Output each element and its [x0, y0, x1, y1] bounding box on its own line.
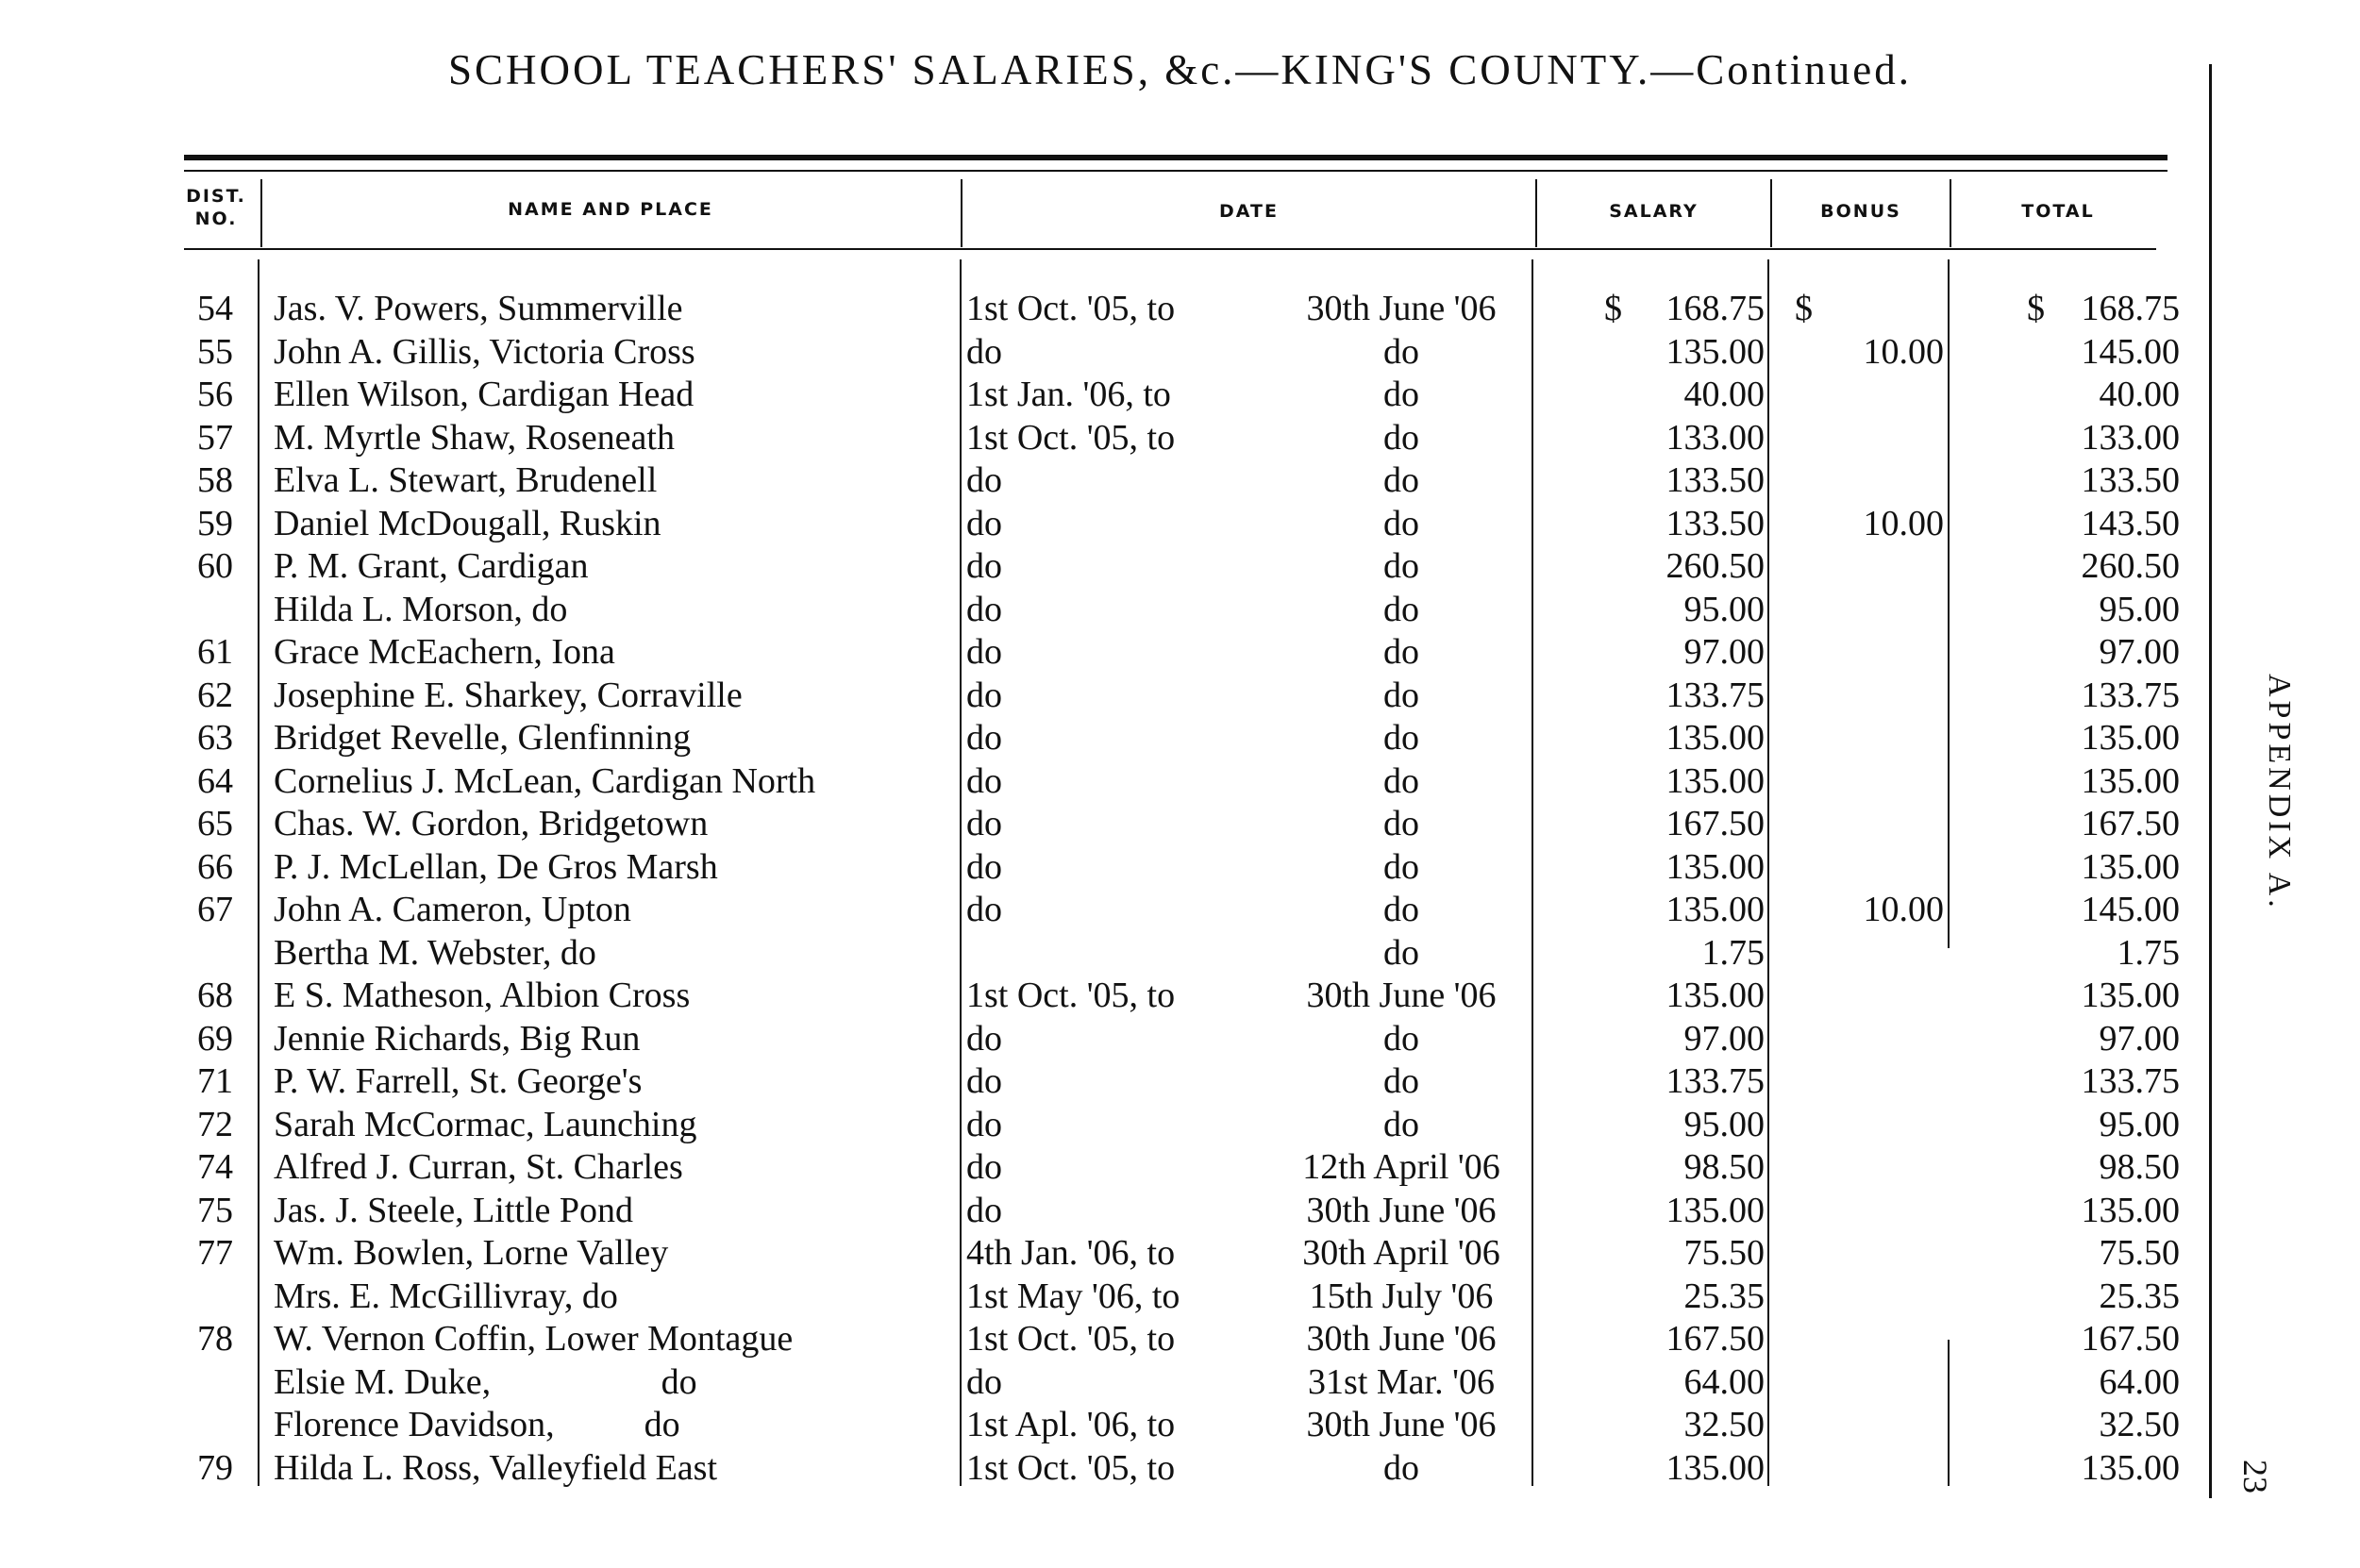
page-number: 23 — [2236, 1460, 2274, 1493]
salary-value: 98.50 — [1683, 1147, 1765, 1187]
date-from: 1st Jan. '06, to — [966, 375, 1171, 414]
salary-value: 135.00 — [1665, 760, 1765, 801]
name-and-place: Ellen Wilson, Cardigan Head — [274, 375, 695, 414]
page-title: SCHOOL TEACHERS' SALARIES, &c.—KING'S COUNTY.—Continued. — [448, 46, 1912, 93]
date-from: do — [966, 632, 1002, 672]
dist-number: 69 — [197, 1018, 233, 1059]
name-and-place: Bertha M. Webster, do — [274, 932, 596, 973]
table-row — [0, 503, 2360, 546]
table-row — [0, 288, 2360, 331]
total-value: 75.50 — [2099, 1233, 2180, 1273]
total-value: 133.75 — [2081, 1061, 2180, 1101]
salary-value: 135.00 — [1665, 1190, 1765, 1230]
total-value: 135.00 — [2081, 976, 2180, 1015]
name-and-place: Bridget Revelle, Glenfinning — [274, 718, 692, 758]
total-value: 25.35 — [2099, 1276, 2180, 1316]
dist-number: 58 — [197, 460, 233, 500]
name-and-place: Elsie M. Duke, do — [274, 1361, 697, 1402]
name-and-place: M. Myrtle Shaw, Roseneath — [274, 417, 675, 458]
date-from: do — [966, 1190, 1002, 1230]
total-value: 40.00 — [2099, 375, 2180, 414]
table-row — [0, 331, 2360, 375]
salary-value: 97.00 — [1683, 1018, 1765, 1059]
name-and-place: Florence Davidson, do — [274, 1405, 680, 1444]
date-from: do — [966, 760, 1002, 801]
dist-number: 61 — [197, 632, 233, 672]
name-and-place: Hilda L. Ross, Valleyfield East — [274, 1447, 718, 1488]
table-row — [0, 1190, 2360, 1233]
date-from: do — [966, 546, 1002, 586]
bonus-value: 10.00 — [1863, 890, 1944, 929]
dist-number: 63 — [197, 718, 233, 758]
salary-value: 167.50 — [1665, 1319, 1765, 1359]
date-from: do — [966, 804, 1002, 843]
total-value: 135.00 — [2081, 1447, 2180, 1488]
date-from: do — [966, 675, 1002, 715]
name-and-place: Elva L. Stewart, Brudenell — [274, 460, 658, 500]
table-row — [0, 545, 2360, 589]
date-to: 30th June '06 — [1306, 1190, 1497, 1230]
salary-value: 64.00 — [1683, 1361, 1765, 1402]
date-to: do — [1383, 1018, 1419, 1059]
name-and-place: Josephine E. Sharkey, Corraville — [274, 675, 743, 715]
date-from: do — [966, 589, 1002, 629]
table-row — [0, 932, 2360, 976]
date-to: do — [1383, 632, 1419, 672]
date-to: do — [1383, 804, 1419, 843]
dist-number: 59 — [197, 503, 233, 543]
total-value: 135.00 — [2081, 1190, 2180, 1230]
salary-value: 135.00 — [1665, 846, 1765, 887]
header-dist — [175, 185, 258, 230]
name-and-place: Jennie Richards, Big Run — [274, 1018, 641, 1059]
dist-number: 56 — [197, 375, 233, 414]
salary-value: 133.00 — [1665, 417, 1765, 458]
date-from: do — [966, 1147, 1002, 1187]
date-to: 30th April '06 — [1302, 1233, 1500, 1273]
date-from: do — [966, 846, 1002, 887]
name-and-place: Hilda L. Morson, do — [274, 589, 568, 629]
dist-number: 78 — [197, 1319, 233, 1359]
salary-value: 75.50 — [1683, 1233, 1765, 1273]
table-row — [0, 846, 2360, 890]
salary-value: 133.75 — [1665, 675, 1765, 715]
dist-number: 71 — [197, 1061, 233, 1101]
table-row — [0, 589, 2360, 632]
header-dist-line2: NO. — [194, 209, 238, 229]
total-value: 133.00 — [2081, 417, 2180, 458]
table-row — [0, 1318, 2360, 1361]
date-to: do — [1383, 675, 1419, 715]
date-to: 30th June '06 — [1306, 1319, 1497, 1359]
total-value: 95.00 — [2099, 589, 2180, 629]
name-and-place: E S. Matheson, Albion Cross — [274, 976, 691, 1015]
name-and-place: Cornelius J. McLean, Cardigan North — [274, 760, 816, 801]
date-from: do — [966, 1061, 1002, 1101]
total-value: 135.00 — [2081, 718, 2180, 758]
dist-number: 77 — [197, 1233, 233, 1273]
table-row — [0, 1404, 2360, 1447]
date-from: do — [966, 331, 1002, 372]
date-to: do — [1383, 846, 1419, 887]
total-value: 135.00 — [2081, 846, 2180, 887]
salary-value: 135.00 — [1665, 890, 1765, 929]
salary-value: 40.00 — [1683, 375, 1765, 414]
salary-value: 135.00 — [1665, 976, 1765, 1015]
salary-table-body — [0, 288, 2360, 1490]
total-value: 64.00 — [2099, 1361, 2180, 1402]
date-to: do — [1383, 503, 1419, 543]
name-and-place: P. W. Farrell, St. George's — [274, 1061, 643, 1101]
header-name-place: NAME AND PLACE — [508, 199, 713, 220]
salary-value: 135.00 — [1665, 718, 1765, 758]
header-rule-bottom — [184, 248, 2156, 250]
table-row — [0, 1361, 2360, 1405]
dist-number: 67 — [197, 890, 233, 929]
table-row — [0, 975, 2360, 1018]
salary-dollar-sign: $ — [1604, 289, 1622, 328]
table-row — [0, 1447, 2360, 1491]
salary-value: 168.75 — [1665, 289, 1765, 328]
date-from: do — [966, 718, 1002, 758]
dist-number: 68 — [197, 976, 233, 1015]
total-value: 145.00 — [2081, 890, 2180, 929]
table-row — [0, 1104, 2360, 1147]
salary-value: 133.50 — [1665, 503, 1765, 543]
total-value: 1.75 — [2117, 932, 2180, 973]
date-from: 1st Oct. '05, to — [966, 417, 1176, 458]
table-row — [0, 1060, 2360, 1104]
date-to: do — [1383, 589, 1419, 629]
dist-number: 75 — [197, 1190, 233, 1230]
dist-number: 57 — [197, 417, 233, 458]
date-to: do — [1383, 417, 1419, 458]
total-value: 98.50 — [2099, 1147, 2180, 1187]
date-from: do — [966, 1018, 1002, 1059]
dist-number: 66 — [197, 846, 233, 887]
salary-value: 167.50 — [1665, 804, 1765, 843]
table-row — [0, 803, 2360, 846]
header-bonus: BONUS — [1820, 201, 1901, 222]
date-from: 1st May '06, to — [966, 1276, 1180, 1316]
name-and-place: John A. Cameron, Upton — [274, 890, 631, 929]
date-to: do — [1383, 718, 1419, 758]
salary-value: 25.35 — [1683, 1276, 1765, 1316]
salary-value: 97.00 — [1683, 632, 1765, 672]
header-dist-line1: DIST. — [186, 186, 246, 207]
salary-value: 135.00 — [1665, 331, 1765, 372]
total-value: 97.00 — [2099, 1018, 2180, 1059]
bonus-dollar-sign: $ — [1795, 289, 1813, 328]
name-and-place: Alfred J. Curran, St. Charles — [274, 1147, 683, 1187]
salary-value: 133.50 — [1665, 460, 1765, 500]
total-value: 97.00 — [2099, 632, 2180, 672]
table-row — [0, 417, 2360, 460]
name-and-place: Sarah McCormac, Launching — [274, 1104, 697, 1144]
date-from: do — [966, 503, 1002, 543]
table-row — [0, 1276, 2360, 1319]
date-from: 1st Oct. '05, to — [966, 976, 1176, 1015]
total-value: 168.75 — [2081, 289, 2180, 328]
total-value: 145.00 — [2081, 331, 2180, 372]
salary-value: 133.75 — [1665, 1061, 1765, 1101]
dist-number: 79 — [197, 1447, 233, 1488]
table-row — [0, 717, 2360, 760]
header-date: DATE — [1219, 201, 1279, 222]
name-and-place: P. J. McLellan, De Gros Marsh — [274, 846, 718, 887]
total-value: 167.50 — [2081, 804, 2180, 843]
name-and-place: W. Vernon Coffin, Lower Montague — [274, 1319, 794, 1359]
date-from: do — [966, 1104, 1002, 1144]
total-dollar-sign: $ — [2027, 289, 2045, 328]
table-row — [0, 631, 2360, 675]
salary-value: 95.00 — [1683, 1104, 1765, 1144]
date-from: 1st Oct. '05, to — [966, 1447, 1176, 1488]
header-total: TOTAL — [2021, 201, 2095, 222]
header-salary: SALARY — [1609, 201, 1699, 222]
date-to: do — [1383, 546, 1419, 586]
salary-value: 32.50 — [1683, 1405, 1765, 1444]
name-and-place: John A. Gillis, Victoria Cross — [274, 331, 695, 372]
table-row — [0, 889, 2360, 932]
total-value: 143.50 — [2081, 503, 2180, 543]
header-rule-thick — [184, 155, 2168, 160]
date-to: 30th June '06 — [1306, 289, 1497, 328]
name-and-place: Chas. W. Gordon, Bridgetown — [274, 804, 709, 843]
name-and-place: Mrs. E. McGillivray, do — [274, 1276, 618, 1316]
date-to: 15th July '06 — [1309, 1276, 1494, 1316]
total-value: 260.50 — [2081, 546, 2180, 586]
date-to: do — [1383, 932, 1419, 973]
table-row — [0, 760, 2360, 804]
dist-number: 62 — [197, 675, 233, 715]
dist-number: 64 — [197, 760, 233, 801]
table-row — [0, 1018, 2360, 1061]
header-rule-thin — [184, 170, 2168, 172]
date-to: 31st Mar. '06 — [1308, 1361, 1495, 1402]
date-from: 4th Jan. '06, to — [966, 1233, 1176, 1273]
date-from: 1st Apl. '06, to — [966, 1405, 1176, 1444]
name-and-place: Wm. Bowlen, Lorne Valley — [274, 1233, 669, 1273]
name-and-place: Daniel McDougall, Ruskin — [274, 503, 661, 543]
name-and-place: Jas. J. Steele, Little Pond — [274, 1190, 634, 1230]
date-to: do — [1383, 1061, 1419, 1101]
total-value: 167.50 — [2081, 1319, 2180, 1359]
date-from: do — [966, 890, 1002, 929]
date-from: 1st Oct. '05, to — [966, 289, 1176, 328]
table-row — [0, 1232, 2360, 1276]
dist-number: 65 — [197, 804, 233, 843]
name-and-place: P. M. Grant, Cardigan — [274, 546, 589, 586]
dist-number: 60 — [197, 546, 233, 586]
total-value: 133.50 — [2081, 460, 2180, 500]
dist-number: 55 — [197, 331, 233, 372]
salary-value: 135.00 — [1665, 1447, 1765, 1488]
dist-number: 74 — [197, 1147, 233, 1187]
salary-value: 95.00 — [1683, 589, 1765, 629]
salary-value: 1.75 — [1701, 932, 1765, 973]
date-to: do — [1383, 760, 1419, 801]
date-from: do — [966, 1361, 1002, 1402]
table-row — [0, 459, 2360, 503]
date-to: do — [1383, 1447, 1419, 1488]
date-to: do — [1383, 890, 1419, 929]
date-to: 30th June '06 — [1306, 976, 1497, 1015]
salary-value: 260.50 — [1665, 546, 1765, 586]
date-to: do — [1383, 331, 1419, 372]
total-value: 133.75 — [2081, 675, 2180, 715]
appendix-label: APPENDIX A. — [2262, 674, 2297, 911]
date-from: do — [966, 460, 1002, 500]
table-row — [0, 675, 2360, 718]
date-to: 30th June '06 — [1306, 1405, 1497, 1444]
name-and-place: Grace McEachern, Iona — [274, 632, 615, 672]
total-value: 32.50 — [2099, 1405, 2180, 1444]
total-value: 95.00 — [2099, 1104, 2180, 1144]
total-value: 135.00 — [2081, 760, 2180, 801]
bonus-value: 10.00 — [1863, 503, 1944, 543]
date-to: do — [1383, 375, 1419, 414]
dist-number: 72 — [197, 1104, 233, 1144]
bonus-value: 10.00 — [1863, 331, 1944, 372]
dist-number: 54 — [197, 289, 233, 328]
date-to: do — [1383, 1104, 1419, 1144]
date-from: 1st Oct. '05, to — [966, 1319, 1176, 1359]
table-row — [0, 374, 2360, 417]
name-and-place: Jas. V. Powers, Summerville — [274, 289, 683, 328]
date-to: do — [1383, 460, 1419, 500]
table-row — [0, 1146, 2360, 1190]
date-to: 12th April '06 — [1302, 1147, 1500, 1187]
